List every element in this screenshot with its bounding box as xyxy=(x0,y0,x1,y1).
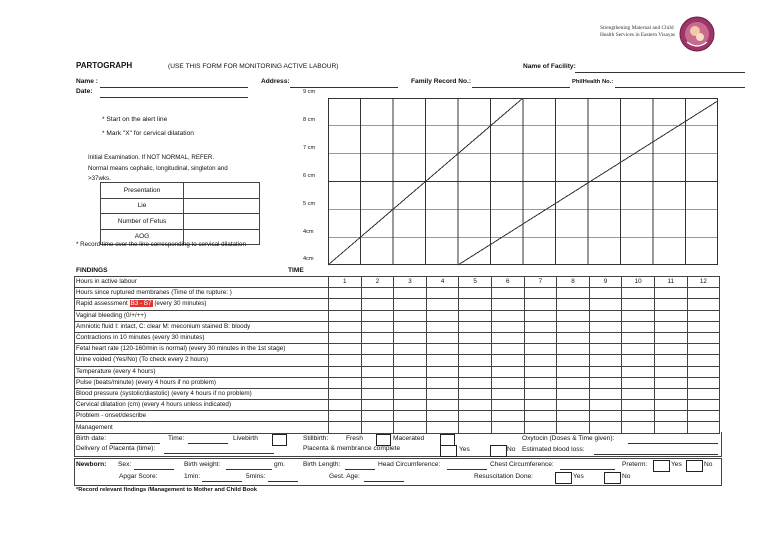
time-label: TIME xyxy=(288,267,304,274)
finding-cell[interactable] xyxy=(589,321,622,332)
sex-label: Sex: xyxy=(118,461,132,468)
finding-cell[interactable] xyxy=(557,411,590,422)
page-title: PARTOGRAPH xyxy=(76,61,133,70)
finding-cell[interactable] xyxy=(557,388,590,399)
finding-cell[interactable] xyxy=(654,344,687,355)
placenta-yes-label: Yes xyxy=(459,446,470,453)
finding-cell[interactable] xyxy=(687,411,720,422)
finding-cell[interactable] xyxy=(557,332,590,343)
row-label-contractions: Contractions in 10 minutes (every 30 minutes) xyxy=(75,332,329,343)
apgar-label: Apgar Score: xyxy=(119,473,158,480)
blood-loss-field[interactable] xyxy=(594,454,718,455)
finding-cell[interactable] xyxy=(361,332,394,343)
placenta-no-label: No xyxy=(507,446,516,453)
rapid-assessment-badge: B3 - B7 xyxy=(130,300,152,308)
finding-cell[interactable] xyxy=(361,288,394,299)
finding-cell[interactable] xyxy=(654,400,687,411)
finding-cell[interactable] xyxy=(459,310,492,321)
finding-cell[interactable] xyxy=(622,377,655,388)
preterm-yes-label: Yes xyxy=(671,461,682,468)
finding-cell[interactable] xyxy=(589,344,622,355)
finding-cell[interactable] xyxy=(426,355,459,366)
table-row xyxy=(75,321,720,332)
placenta-delivery-field[interactable] xyxy=(164,453,274,454)
finding-cell[interactable] xyxy=(622,332,655,343)
head-circumference-label: Head Circumference: xyxy=(378,461,441,468)
finding-cell[interactable] xyxy=(329,321,362,332)
record-time-note: * Record time over the line corresponding to cervical dilatation xyxy=(76,241,246,248)
finding-cell[interactable] xyxy=(394,310,427,321)
cervical-dilatation-grid[interactable] xyxy=(328,98,720,268)
family-record-label: Family Record No.: xyxy=(411,78,472,85)
row-label-cervical-dilatation: Cervical dilatation (cm) (every 4 hours unless indicated) xyxy=(75,400,329,411)
rapid-assessment-text: Rapid assessment xyxy=(76,300,128,308)
birth-weight-field[interactable] xyxy=(226,469,272,470)
table-row xyxy=(75,400,720,411)
finding-cell[interactable] xyxy=(687,332,720,343)
finding-cell[interactable] xyxy=(524,377,557,388)
finding-cell[interactable] xyxy=(394,288,427,299)
dilatation-label-6: 6 cm xyxy=(303,173,316,179)
page-subtitle: (USE THIS FORM FOR MONITORING ACTIVE LABOUR) xyxy=(168,63,339,70)
finding-cell[interactable] xyxy=(687,388,720,399)
finding-cell[interactable] xyxy=(459,288,492,299)
finding-cell[interactable] xyxy=(491,355,524,366)
finding-cell[interactable] xyxy=(654,388,687,399)
finding-cell[interactable] xyxy=(622,344,655,355)
finding-cell[interactable] xyxy=(329,344,362,355)
newborn-label: Newborn: xyxy=(76,461,107,468)
table-row xyxy=(75,344,720,355)
birth-date-field[interactable] xyxy=(110,443,160,444)
finding-cell[interactable] xyxy=(426,332,459,343)
finding-cell[interactable] xyxy=(557,288,590,299)
dilatation-label-9: 9 cm xyxy=(303,89,316,95)
finding-cell[interactable] xyxy=(426,377,459,388)
logo-seal-icon xyxy=(679,16,715,52)
finding-cell[interactable] xyxy=(329,355,362,366)
finding-cell[interactable] xyxy=(491,400,524,411)
finding-cell[interactable] xyxy=(524,400,557,411)
placenta-complete-label: Placenta & membrance complete xyxy=(303,445,401,452)
gm-unit: gm. xyxy=(274,461,285,468)
oxytocin-label: Oxytocin (Doses & Time given): xyxy=(522,435,615,442)
finding-cell[interactable] xyxy=(361,355,394,366)
finding-cell[interactable] xyxy=(557,366,590,377)
finding-cell[interactable] xyxy=(426,411,459,422)
apgar-1min-field[interactable] xyxy=(202,481,242,482)
finding-cell[interactable] xyxy=(524,388,557,399)
time-col-12: 12 xyxy=(687,277,720,288)
dilatation-label-7: 7 cm xyxy=(303,145,316,151)
finding-cell[interactable] xyxy=(557,355,590,366)
resuscitation-label: Resuscitation Done: xyxy=(474,473,534,480)
time-col-6: 6 xyxy=(491,277,524,288)
finding-cell[interactable] xyxy=(361,310,394,321)
finding-cell[interactable] xyxy=(329,310,362,321)
finding-cell[interactable] xyxy=(361,377,394,388)
finding-cell[interactable] xyxy=(557,377,590,388)
resuscitation-yes-label: Yes xyxy=(573,473,584,480)
stillbirth-label: Stillbirth: xyxy=(303,435,329,442)
finding-cell[interactable] xyxy=(524,355,557,366)
finding-cell[interactable] xyxy=(491,332,524,343)
finding-cell[interactable] xyxy=(426,344,459,355)
livebirth-label: Livebirth xyxy=(233,435,258,442)
finding-cell[interactable] xyxy=(329,377,362,388)
finding-cell[interactable] xyxy=(557,321,590,332)
row-label-temperature: Temperature (every 4 hours) xyxy=(75,366,329,377)
finding-cell[interactable] xyxy=(329,366,362,377)
finding-cell[interactable] xyxy=(491,299,524,310)
date-field[interactable] xyxy=(100,97,248,98)
apgar-1min-label: 1min: xyxy=(184,473,201,480)
finding-cell[interactable] xyxy=(589,310,622,321)
finding-cell[interactable] xyxy=(687,310,720,321)
table-row xyxy=(75,299,720,310)
finding-cell[interactable] xyxy=(459,299,492,310)
finding-cell[interactable] xyxy=(589,411,622,422)
birth-length-field[interactable] xyxy=(345,469,375,470)
placenta-delivery-label: Delivery of Placenta (time): xyxy=(76,445,156,452)
finding-cell[interactable] xyxy=(394,400,427,411)
address-field[interactable] xyxy=(290,87,398,88)
finding-cell[interactable] xyxy=(654,310,687,321)
exam-instruction-3: >37wks. xyxy=(88,175,111,182)
finding-cell[interactable] xyxy=(426,388,459,399)
finding-cell[interactable] xyxy=(394,388,427,399)
finding-cell[interactable] xyxy=(491,288,524,299)
finding-cell[interactable] xyxy=(557,310,590,321)
row-label-ruptured-membranes: Hours since ruptured membranes (Time of the rupture: ) xyxy=(75,288,329,299)
oxytocin-field[interactable] xyxy=(628,443,718,444)
finding-cell[interactable] xyxy=(589,288,622,299)
finding-cell[interactable] xyxy=(687,366,720,377)
rapid-assessment-interval: (every 30 minutes) xyxy=(154,300,207,308)
row-label-amniotic-fluid: Amniotic fluid I: intact, C: clear M: meconium stained B: bloody xyxy=(75,321,329,332)
preterm-label: Preterm: xyxy=(622,461,648,468)
initial-exam-table xyxy=(100,182,260,245)
philhealth-label: PhilHealth No.: xyxy=(572,79,614,85)
finding-cell[interactable] xyxy=(459,400,492,411)
finding-cell[interactable] xyxy=(361,388,394,399)
finding-cell[interactable] xyxy=(557,344,590,355)
fetus-count-cell: Number of Fetus xyxy=(101,214,184,230)
exam-instruction-2: Normal means cephalic, longitudinal, singleton and xyxy=(88,165,228,172)
finding-cell[interactable] xyxy=(654,299,687,310)
finding-cell[interactable] xyxy=(687,400,720,411)
presentation-cell: Presentation xyxy=(101,183,184,199)
time-col-5: 5 xyxy=(459,277,492,288)
date-label: Date: xyxy=(76,88,93,95)
finding-cell[interactable] xyxy=(687,355,720,366)
resuscitation-yes-checkbox[interactable] xyxy=(555,472,572,484)
placenta-yes-checkbox[interactable] xyxy=(440,445,457,457)
finding-cell[interactable] xyxy=(329,288,362,299)
facility-label: Name of Facility: xyxy=(523,63,576,70)
finding-cell[interactable] xyxy=(524,288,557,299)
finding-cell[interactable] xyxy=(622,310,655,321)
finding-cell[interactable] xyxy=(394,332,427,343)
row-label-vaginal-bleeding: Vaginal bleeding (0/+/++) xyxy=(75,310,329,321)
instruction-alert-line: * Start on the alert line xyxy=(102,116,168,123)
time-col-8: 8 xyxy=(557,277,590,288)
finding-cell[interactable] xyxy=(426,288,459,299)
preterm-no-checkbox[interactable] xyxy=(686,460,703,472)
finding-cell[interactable] xyxy=(557,400,590,411)
finding-cell[interactable] xyxy=(329,411,362,422)
finding-cell[interactable] xyxy=(622,355,655,366)
chest-circumference-field[interactable] xyxy=(560,469,615,470)
finding-cell[interactable] xyxy=(459,332,492,343)
finding-cell[interactable] xyxy=(687,344,720,355)
finding-cell[interactable] xyxy=(329,388,362,399)
finding-cell[interactable] xyxy=(394,355,427,366)
finding-cell[interactable] xyxy=(491,321,524,332)
time-col-2: 2 xyxy=(361,277,394,288)
finding-cell[interactable] xyxy=(654,288,687,299)
birth-date-label: Birth date: xyxy=(76,435,107,442)
table-row xyxy=(75,277,720,288)
birth-time-label: Time: xyxy=(168,435,185,442)
name-field[interactable] xyxy=(100,87,248,88)
finding-cell[interactable] xyxy=(426,400,459,411)
livebirth-checkbox[interactable] xyxy=(272,434,287,446)
dilatation-label-8: 8 cm xyxy=(303,117,316,123)
finding-cell[interactable] xyxy=(622,388,655,399)
finding-cell[interactable] xyxy=(491,366,524,377)
finding-cell[interactable] xyxy=(426,366,459,377)
aog-cell: AOG xyxy=(101,229,184,245)
finding-cell[interactable] xyxy=(589,366,622,377)
finding-cell[interactable] xyxy=(687,377,720,388)
finding-cell[interactable] xyxy=(329,400,362,411)
lie-value[interactable] xyxy=(184,198,260,214)
finding-cell[interactable] xyxy=(361,344,394,355)
finding-cell[interactable] xyxy=(524,310,557,321)
finding-cell[interactable] xyxy=(491,411,524,422)
time-col-7: 7 xyxy=(524,277,557,288)
row-label-pulse: Pulse (beats/minute) (every 4 hours if no problem) xyxy=(75,377,329,388)
finding-cell[interactable] xyxy=(491,310,524,321)
name-label: Name : xyxy=(76,78,98,85)
finding-cell[interactable] xyxy=(524,321,557,332)
finding-cell[interactable] xyxy=(524,366,557,377)
time-col-4: 4 xyxy=(426,277,459,288)
finding-cell[interactable] xyxy=(654,321,687,332)
findings-label: FINDINGS xyxy=(76,267,108,274)
finding-cell[interactable] xyxy=(459,355,492,366)
finding-cell[interactable] xyxy=(426,299,459,310)
finding-cell[interactable] xyxy=(394,299,427,310)
time-col-11: 11 xyxy=(654,277,687,288)
blood-loss-label: Estimated blood loss: xyxy=(522,446,585,453)
finding-cell[interactable] xyxy=(394,321,427,332)
row-label-hours-active: Hours in active labour xyxy=(75,277,329,288)
chest-circumference-label: Chest Circumference: xyxy=(490,461,554,468)
finding-cell[interactable] xyxy=(589,299,622,310)
row-label-fetal-heart-rate: Fetal heart rate (120-160/min is normal) (every 30 minutes in the 1st stage) xyxy=(75,344,329,355)
finding-cell[interactable] xyxy=(361,299,394,310)
finding-cell[interactable] xyxy=(654,411,687,422)
finding-cell[interactable] xyxy=(459,388,492,399)
finding-cell[interactable] xyxy=(687,299,720,310)
finding-cell[interactable] xyxy=(622,400,655,411)
time-col-3: 3 xyxy=(394,277,427,288)
finding-cell[interactable] xyxy=(654,366,687,377)
finding-cell[interactable] xyxy=(426,321,459,332)
presentation-value[interactable] xyxy=(184,183,260,199)
instruction-mark-x: * Mark "X" for cervical dilatation xyxy=(102,130,194,137)
finding-cell[interactable] xyxy=(459,321,492,332)
resuscitation-no-checkbox[interactable] xyxy=(604,472,621,484)
finding-cell[interactable] xyxy=(491,344,524,355)
finding-cell[interactable] xyxy=(622,366,655,377)
finding-cell[interactable] xyxy=(622,299,655,310)
finding-cell[interactable] xyxy=(524,411,557,422)
gest-age-field[interactable] xyxy=(364,481,404,482)
resuscitation-no-label: No xyxy=(622,473,631,480)
finding-cell[interactable] xyxy=(654,377,687,388)
table-row xyxy=(75,355,720,366)
finding-cell[interactable] xyxy=(622,411,655,422)
finding-cell[interactable] xyxy=(329,332,362,343)
dilatation-label-4: 4cm xyxy=(303,229,314,235)
birth-length-label: Birth Length: xyxy=(303,461,341,468)
finding-cell[interactable] xyxy=(491,388,524,399)
finding-cell[interactable] xyxy=(394,366,427,377)
time-col-10: 10 xyxy=(622,277,655,288)
head-circumference-field[interactable] xyxy=(447,469,487,470)
finding-cell[interactable] xyxy=(557,299,590,310)
placenta-no-checkbox[interactable] xyxy=(490,445,507,457)
finding-cell[interactable] xyxy=(491,377,524,388)
sex-field[interactable] xyxy=(134,469,174,470)
finding-cell[interactable] xyxy=(654,332,687,343)
table-row xyxy=(75,288,720,299)
birth-time-field[interactable] xyxy=(188,443,228,444)
row-label-blood-pressure: Blood pressure (systolic/diastolic) (every 4 hours if no problem) xyxy=(75,388,329,399)
finding-cell[interactable] xyxy=(524,299,557,310)
row-label-management: Management xyxy=(75,422,329,433)
table-row xyxy=(75,411,720,422)
philhealth-field[interactable] xyxy=(615,87,745,88)
row-label-rapid-assessment xyxy=(75,299,329,310)
preterm-no-label: No xyxy=(704,461,713,468)
finding-cell[interactable] xyxy=(622,288,655,299)
finding-cell[interactable] xyxy=(622,321,655,332)
row-label-urine-voided: Urine voided (Yes/No) (To check every 2 hours) xyxy=(75,355,329,366)
dilatation-label-4b: 4cm xyxy=(303,256,314,262)
row-label-problem: Problem - onset/describe xyxy=(75,411,329,422)
finding-cell[interactable] xyxy=(361,411,394,422)
finding-cell[interactable] xyxy=(687,288,720,299)
logo-text xyxy=(600,26,675,39)
apgar-5min-field[interactable] xyxy=(268,481,298,482)
facility-field[interactable] xyxy=(575,72,745,73)
table-row xyxy=(75,388,720,399)
table-row xyxy=(75,366,720,377)
finding-cell[interactable] xyxy=(589,400,622,411)
preterm-yes-checkbox[interactable] xyxy=(653,460,670,472)
gest-age-label: Gest. Age: xyxy=(329,473,360,480)
finding-cell[interactable] xyxy=(589,332,622,343)
time-col-1: 1 xyxy=(329,277,362,288)
finding-cell[interactable] xyxy=(426,310,459,321)
lie-cell: Lie xyxy=(101,198,184,214)
dilatation-label-5: 5 cm xyxy=(303,201,316,207)
finding-cell[interactable] xyxy=(589,355,622,366)
finding-cell[interactable] xyxy=(459,377,492,388)
fetus-count-value[interactable] xyxy=(184,214,260,230)
finding-cell[interactable] xyxy=(394,344,427,355)
finding-cell[interactable] xyxy=(394,411,427,422)
table-row xyxy=(75,377,720,388)
apgar-5min-label: 5mins: xyxy=(246,473,266,480)
findings-table xyxy=(74,276,720,434)
table-row xyxy=(75,310,720,321)
birth-weight-label: Birth weight: xyxy=(184,461,221,468)
fresh-label: Fresh xyxy=(346,435,363,442)
time-col-9: 9 xyxy=(589,277,622,288)
footer-note: *Record relevant findings /Management to Mother and Child Book xyxy=(76,487,258,493)
macerated-label: Macerated xyxy=(393,435,425,442)
finding-cell[interactable] xyxy=(361,400,394,411)
finding-cell[interactable] xyxy=(361,366,394,377)
finding-cell[interactable] xyxy=(459,366,492,377)
logo-line-1: Strengthening Maternal and Child xyxy=(600,25,674,31)
logo-line-2: Health Services in Eastern Visayas xyxy=(600,32,676,39)
finding-cell[interactable] xyxy=(394,377,427,388)
address-label: Address: xyxy=(261,78,290,85)
finding-cell[interactable] xyxy=(459,411,492,422)
finding-cell[interactable] xyxy=(524,332,557,343)
finding-cell[interactable] xyxy=(524,344,557,355)
finding-cell[interactable] xyxy=(589,388,622,399)
family-record-field[interactable] xyxy=(472,87,570,88)
finding-cell[interactable] xyxy=(589,377,622,388)
table-row xyxy=(75,332,720,343)
exam-instruction-1: Initial Examination. If NOT NORMAL, REFER. xyxy=(88,154,215,161)
finding-cell[interactable] xyxy=(687,321,720,332)
finding-cell[interactable] xyxy=(361,321,394,332)
finding-cell[interactable] xyxy=(459,344,492,355)
finding-cell[interactable] xyxy=(329,299,362,310)
finding-cell[interactable] xyxy=(654,355,687,366)
